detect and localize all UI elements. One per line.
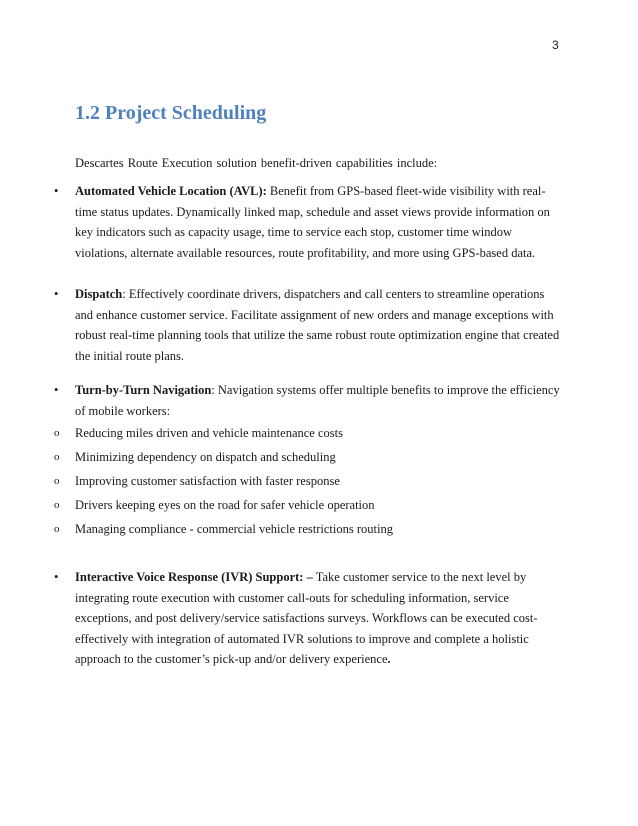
- bullet-ivr-text: [75, 567, 564, 670]
- bullet-mark: •: [54, 570, 59, 584]
- section-heading: 1.2 Project Scheduling: [75, 102, 267, 124]
- bullet-dispatch: [54, 284, 564, 366]
- page-number: 3: [552, 38, 559, 52]
- sub-bullet-mark: o: [54, 475, 60, 487]
- bullet-mark: •: [54, 287, 59, 301]
- bullet-ivr: [54, 567, 564, 670]
- sub-item: [54, 473, 340, 489]
- sub-item-text: Managing compliance - commercial vehicle restrictions routing: [75, 522, 393, 536]
- bullet-navigation-body: : Navigation systems offer multiple benefits to improve the efficiency of mobile workers:: [75, 383, 560, 418]
- sub-bullet-mark: o: [54, 451, 60, 463]
- sub-item-text: Minimizing dependency on dispatch and scheduling: [75, 450, 336, 464]
- bullet-ivr-body: Take customer service to the next level by integrating route execution with customer call-outs for scheduling information, service exceptions, and post delivery/service satisfactions surveys. Workflows can be executed cost-effectively with integration of automated IVR solutions to improve and complete a holistic approach to the customer’s pick-up and/or delivery experience: [75, 570, 538, 666]
- sub-bullet-mark: o: [54, 499, 60, 511]
- sub-item: [54, 497, 375, 513]
- bullet-navigation-text: [75, 380, 564, 421]
- bullet-avl-body: Benefit from GPS-based fleet-wide visibility with real-time status updates. Dynamically linked map, schedule and asset views provide information on key indicators such as capacity usage, time to service each stop, customer time window violations, alternate available resources, route profitability, and more using GPS-based data.: [75, 184, 550, 260]
- sub-item-text: Improving customer satisfaction with faster response: [75, 474, 340, 488]
- sub-item: [54, 521, 393, 537]
- bullet-navigation: [54, 380, 564, 421]
- sub-bullet-mark: o: [54, 523, 60, 535]
- bullet-avl: [54, 181, 564, 263]
- intro-text: Descartes Route Execution solution benefit-driven capabilities include:: [75, 156, 438, 170]
- bullet-navigation-title: Turn-by-Turn Navigation: [75, 383, 212, 397]
- bullet-ivr-title: Interactive Voice Response (IVR) Support:: [75, 570, 304, 584]
- sub-item: [54, 425, 343, 441]
- bullet-mark: •: [54, 184, 59, 198]
- bullet-dispatch-title: Dispatch: [75, 287, 123, 301]
- bullet-mark: •: [54, 383, 59, 397]
- sub-item-text: Drivers keeping eyes on the road for safer vehicle operation: [75, 498, 375, 512]
- sub-item-text: Reducing miles driven and vehicle maintenance costs: [75, 426, 343, 440]
- bullet-avl-title: Automated Vehicle Location (AVL):: [75, 184, 267, 198]
- sub-bullet-mark: o: [54, 427, 60, 439]
- bullet-dispatch-body: : Effectively coordinate drivers, dispatchers and call centers to streamline operations and enhance customer service. Facilitate assignment of new orders and manage exceptions with robust real-time planning tools that utilize the same robust route optimization engine that created the initial route plans.: [75, 287, 560, 363]
- sub-item: [54, 449, 336, 465]
- bullet-ivr-dash: –: [303, 570, 313, 584]
- bullet-dispatch-text: [75, 284, 564, 366]
- bullet-avl-text: [75, 181, 564, 263]
- bullet-ivr-end: .: [387, 652, 391, 666]
